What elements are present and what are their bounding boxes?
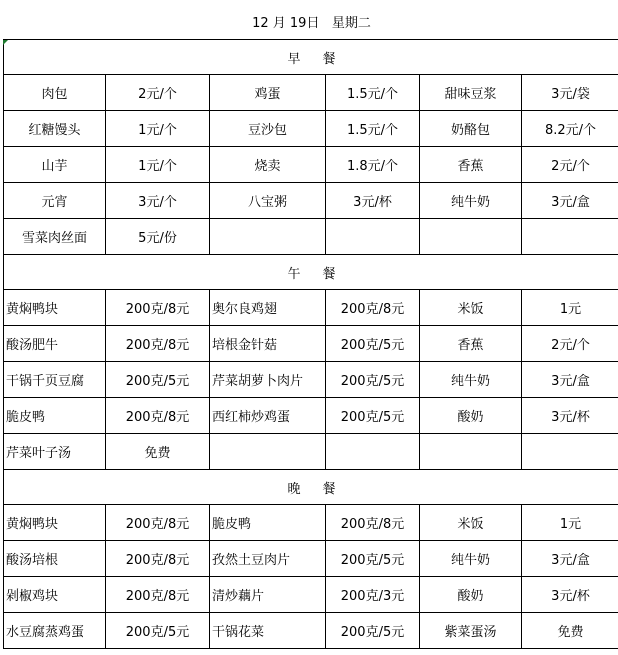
item-name-cell <box>420 434 522 470</box>
item-name-cell: 烧卖 <box>210 147 326 183</box>
item-price-cell: 2元/个 <box>522 326 618 362</box>
item-name-cell: 芹菜叶子汤 <box>4 434 106 470</box>
item-price-cell: 200克/5元 <box>326 326 420 362</box>
item-price-cell: 免费 <box>522 613 618 649</box>
table-row <box>4 111 618 147</box>
item-price-cell: 3元/袋 <box>522 75 618 111</box>
item-price-cell: 200克/8元 <box>106 577 210 613</box>
item-name-cell: 黄焖鸭块 <box>4 290 106 326</box>
item-name-cell <box>210 219 326 255</box>
item-name-cell: 山芋 <box>4 147 106 183</box>
item-price-cell: 200克/5元 <box>106 362 210 398</box>
item-price-cell: 5元/份 <box>106 219 210 255</box>
item-price-cell: 1元/个 <box>106 147 210 183</box>
item-price-cell <box>326 434 420 470</box>
item-price-cell: 200克/5元 <box>326 541 420 577</box>
item-price-cell: 免费 <box>106 434 210 470</box>
table-row <box>4 326 618 362</box>
table-row <box>4 434 618 470</box>
dinner-header-row <box>4 470 618 505</box>
item-name-cell: 香蕉 <box>420 147 522 183</box>
item-name-cell: 脆皮鸭 <box>210 505 326 541</box>
item-name-cell: 紫菜蛋汤 <box>420 613 522 649</box>
item-name-cell: 奶酪包 <box>420 111 522 147</box>
item-name-cell: 芹菜胡萝卜肉片 <box>210 362 326 398</box>
item-price-cell: 200克/5元 <box>326 398 420 434</box>
item-name-cell: 元宵 <box>4 183 106 219</box>
table-row <box>4 362 618 398</box>
item-name-cell: 酸奶 <box>420 577 522 613</box>
title-row <box>4 3 618 40</box>
item-price-cell: 200克/8元 <box>106 541 210 577</box>
dinner-title-char: 餐 <box>322 481 336 497</box>
item-price-cell: 1.5元/个 <box>326 75 420 111</box>
item-price-cell: 3元/杯 <box>522 577 618 613</box>
item-name-cell: 黄焖鸭块 <box>4 505 106 541</box>
breakfast-header-row <box>4 40 618 75</box>
lunch-section-title <box>4 255 618 290</box>
table-row <box>4 290 618 326</box>
table-row <box>4 541 618 577</box>
item-price-cell: 1.5元/个 <box>326 111 420 147</box>
item-name-cell: 纯牛奶 <box>420 183 522 219</box>
breakfast-section-title <box>4 40 618 75</box>
cell-marker-icon <box>3 40 8 45</box>
item-price-cell: 200克/5元 <box>326 362 420 398</box>
item-name-cell: 干锅千页豆腐 <box>4 362 106 398</box>
item-price-cell: 3元/杯 <box>326 183 420 219</box>
item-name-cell: 清炒藕片 <box>210 577 326 613</box>
item-name-cell <box>210 434 326 470</box>
item-price-cell: 200克/8元 <box>326 505 420 541</box>
item-name-cell: 纯牛奶 <box>420 362 522 398</box>
item-price-cell: 3元/杯 <box>522 398 618 434</box>
item-name-cell: 豆沙包 <box>210 111 326 147</box>
item-name-cell: 孜然土豆肉片 <box>210 541 326 577</box>
item-name-cell: 酸汤肥牛 <box>4 326 106 362</box>
item-price-cell <box>326 219 420 255</box>
breakfast-title-char: 餐 <box>322 51 336 67</box>
menu-weekday: 星期二 <box>331 15 371 31</box>
table-row <box>4 147 618 183</box>
item-name-cell: 干锅花菜 <box>210 613 326 649</box>
item-name-cell: 水豆腐蒸鸡蛋 <box>4 613 106 649</box>
item-price-cell: 3元/盒 <box>522 183 618 219</box>
item-price-cell: 3元/个 <box>106 183 210 219</box>
item-price-cell: 2元/个 <box>106 75 210 111</box>
item-price-cell: 3元/盒 <box>522 362 618 398</box>
item-price-cell: 8.2元/个 <box>522 111 618 147</box>
item-name-cell: 酸汤培根 <box>4 541 106 577</box>
item-price-cell: 2元/个 <box>522 147 618 183</box>
item-name-cell: 脆皮鸭 <box>4 398 106 434</box>
table-row <box>4 398 618 434</box>
item-price-cell: 1.8元/个 <box>326 147 420 183</box>
item-price-cell: 200克/8元 <box>106 326 210 362</box>
item-price-cell: 3元/盒 <box>522 541 618 577</box>
item-price-cell: 200克/8元 <box>106 505 210 541</box>
menu-sheet <box>3 3 618 649</box>
item-name-cell: 香蕉 <box>420 326 522 362</box>
item-name-cell: 酸奶 <box>420 398 522 434</box>
table-row <box>4 219 618 255</box>
item-name-cell: 米饭 <box>420 290 522 326</box>
table-row <box>4 505 618 541</box>
item-price-cell: 200克/3元 <box>326 577 420 613</box>
item-price-cell <box>522 219 618 255</box>
item-name-cell: 奥尔良鸡翅 <box>210 290 326 326</box>
lunch-title-char: 餐 <box>322 266 336 282</box>
item-price-cell <box>522 434 618 470</box>
menu-table <box>3 3 618 649</box>
item-price-cell: 1元/个 <box>106 111 210 147</box>
dinner-section-title <box>4 470 618 505</box>
item-price-cell: 200克/5元 <box>106 613 210 649</box>
item-name-cell <box>420 219 522 255</box>
lunch-title-char: 午 <box>287 266 301 282</box>
item-price-cell: 1元 <box>522 290 618 326</box>
item-name-cell: 雪菜肉丝面 <box>4 219 106 255</box>
table-row <box>4 183 618 219</box>
item-price-cell: 200克/8元 <box>326 290 420 326</box>
item-price-cell: 200克/8元 <box>106 398 210 434</box>
item-name-cell: 剁椒鸡块 <box>4 577 106 613</box>
item-name-cell: 米饭 <box>420 505 522 541</box>
item-price-cell: 200克/8元 <box>106 290 210 326</box>
page-title <box>4 3 618 40</box>
item-name-cell: 培根金针菇 <box>210 326 326 362</box>
dinner-title-char: 晚 <box>287 481 301 497</box>
item-price-cell: 1元 <box>522 505 618 541</box>
item-name-cell: 鸡蛋 <box>210 75 326 111</box>
item-price-cell: 200克/5元 <box>326 613 420 649</box>
item-name-cell: 红糖馒头 <box>4 111 106 147</box>
lunch-header-row <box>4 255 618 290</box>
item-name-cell: 肉包 <box>4 75 106 111</box>
item-name-cell: 八宝粥 <box>210 183 326 219</box>
item-name-cell: 甜味豆浆 <box>420 75 522 111</box>
menu-date: 12 月 19日 <box>252 15 320 31</box>
item-name-cell: 纯牛奶 <box>420 541 522 577</box>
table-row <box>4 75 618 111</box>
item-name-cell: 西红柿炒鸡蛋 <box>210 398 326 434</box>
breakfast-title-char: 早 <box>287 51 301 67</box>
table-row <box>4 577 618 613</box>
table-row <box>4 613 618 649</box>
